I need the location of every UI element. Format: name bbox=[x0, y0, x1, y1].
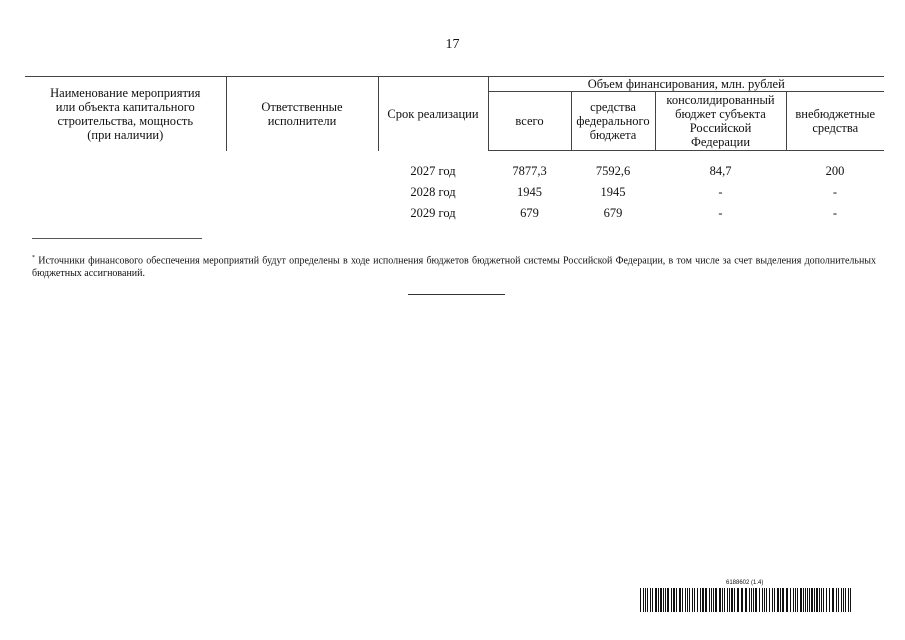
cell-federal: 679 bbox=[603, 205, 623, 220]
barcode-icon bbox=[640, 588, 855, 612]
header-funding-group: Объем финансирования, млн. рублей bbox=[488, 77, 884, 92]
barcode-code: 6188602 (1.4) bbox=[726, 580, 764, 586]
footnote-marker: * bbox=[32, 255, 35, 261]
footnote-text: Источники финансового обеспечения мероприятий будут определены в ходе исполнения бюджетов бюджетной системы Российской Федерации, в том числе за счет выделения дополнительных бюджетных ассигнований. bbox=[32, 255, 877, 280]
cell-federal: 7592,6 bbox=[595, 163, 631, 178]
cell-year: 2027 год bbox=[410, 163, 456, 178]
cell-extra: - bbox=[832, 205, 838, 220]
header-name: Наименование мероприятия или объекта капитального строительства, мощность (при наличии) bbox=[25, 77, 226, 151]
header-period: Срок реализации bbox=[378, 77, 488, 151]
footnote bbox=[32, 252, 876, 280]
cell-total: 1945 bbox=[517, 184, 542, 199]
cell-regional: - bbox=[718, 205, 723, 220]
cell-total: 7877,3 bbox=[512, 163, 547, 178]
cell-year: 2028 год bbox=[410, 184, 456, 199]
header-federal: средства федерального бюджета bbox=[571, 92, 655, 151]
cell-extra: - bbox=[832, 184, 838, 199]
header-extra: внебюджетные средства bbox=[786, 92, 884, 151]
cell-total: 679 bbox=[520, 205, 539, 220]
page-number: 17 bbox=[445, 37, 460, 52]
end-of-document-rule bbox=[408, 294, 505, 295]
header-regional: консолидированный бюджет субъекта Российской Федерации bbox=[655, 92, 786, 151]
cell-year: 2029 год bbox=[410, 205, 456, 220]
table-row bbox=[25, 202, 884, 223]
cell-regional: 84,7 bbox=[709, 163, 732, 178]
financing-table bbox=[25, 76, 884, 223]
table-row bbox=[25, 181, 884, 202]
header-total: всего bbox=[488, 92, 571, 151]
cell-federal: 1945 bbox=[600, 184, 626, 199]
cell-extra: 200 bbox=[825, 163, 845, 178]
cell-regional: - bbox=[718, 184, 723, 199]
header-responsible: Ответственные исполнители bbox=[226, 77, 378, 151]
table-row bbox=[25, 160, 884, 181]
footnote-divider bbox=[32, 238, 202, 239]
